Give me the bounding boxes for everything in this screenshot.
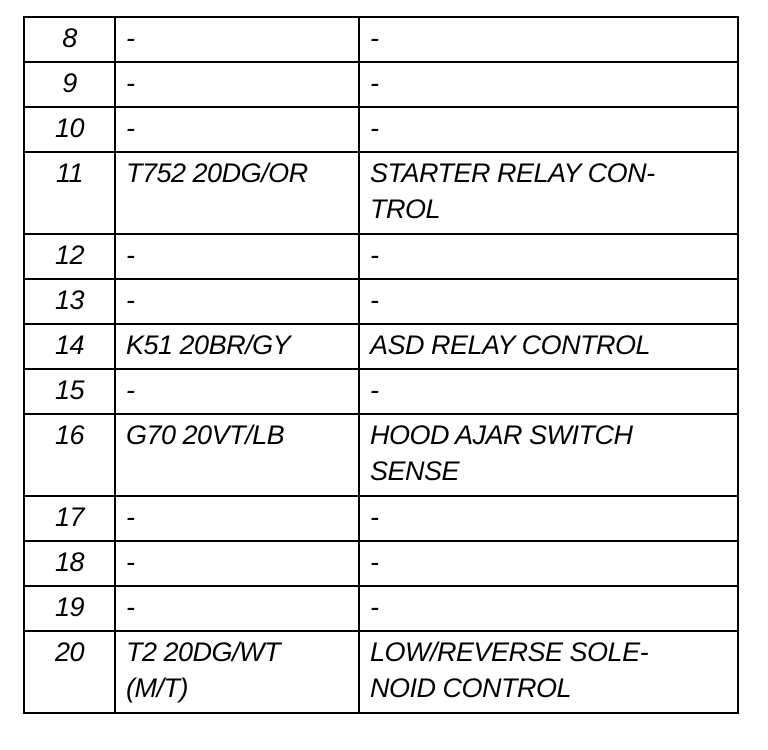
function-cell: HOOD AJAR SWITCH SENSE <box>359 414 738 496</box>
circuit-cell: - <box>115 234 359 279</box>
cavity-cell: 19 <box>24 586 115 631</box>
function-cell: - <box>359 541 738 586</box>
function-cell: - <box>359 234 738 279</box>
function-cell: - <box>359 496 738 541</box>
circuit-cell: G70 20VT/LB <box>115 414 359 496</box>
cavity-cell: 11 <box>24 152 115 234</box>
table-row <box>24 279 738 324</box>
cavity-cell: 17 <box>24 496 115 541</box>
circuit-cell: T752 20DG/OR <box>115 152 359 234</box>
table-row <box>24 369 738 414</box>
circuit-cell: - <box>115 586 359 631</box>
cavity-cell: 12 <box>24 234 115 279</box>
cavity-cell: 16 <box>24 414 115 496</box>
connector-pinout-table <box>23 16 739 714</box>
circuit-cell: - <box>115 541 359 586</box>
function-cell: - <box>359 107 738 152</box>
cavity-cell: 13 <box>24 279 115 324</box>
function-cell: - <box>359 62 738 107</box>
table-row <box>24 324 738 369</box>
table-row <box>24 496 738 541</box>
circuit-cell: - <box>115 279 359 324</box>
pinout-table-body <box>24 17 738 713</box>
function-cell: ASD RELAY CONTROL <box>359 324 738 369</box>
circuit-cell: - <box>115 496 359 541</box>
cavity-cell: 10 <box>24 107 115 152</box>
table-row <box>24 62 738 107</box>
circuit-cell: - <box>115 62 359 107</box>
cavity-cell: 14 <box>24 324 115 369</box>
cavity-cell: 8 <box>24 17 115 62</box>
function-cell: - <box>359 586 738 631</box>
table-row <box>24 631 738 713</box>
circuit-cell: K51 20BR/GY <box>115 324 359 369</box>
table-row <box>24 107 738 152</box>
table-row <box>24 414 738 496</box>
table-row <box>24 234 738 279</box>
function-cell: - <box>359 369 738 414</box>
table-row <box>24 541 738 586</box>
cavity-cell: 15 <box>24 369 115 414</box>
function-cell: - <box>359 279 738 324</box>
cavity-cell: 18 <box>24 541 115 586</box>
cavity-cell: 20 <box>24 631 115 713</box>
function-cell: LOW/REVERSE SOLE- NOID CONTROL <box>359 631 738 713</box>
cavity-cell: 9 <box>24 62 115 107</box>
table-row <box>24 17 738 62</box>
circuit-cell: - <box>115 17 359 62</box>
function-cell: STARTER RELAY CON- TROL <box>359 152 738 234</box>
table-row <box>24 586 738 631</box>
table-row <box>24 152 738 234</box>
function-cell: - <box>359 17 738 62</box>
circuit-cell: - <box>115 107 359 152</box>
circuit-cell: - <box>115 369 359 414</box>
circuit-cell: T2 20DG/WT (M/T) <box>115 631 359 713</box>
